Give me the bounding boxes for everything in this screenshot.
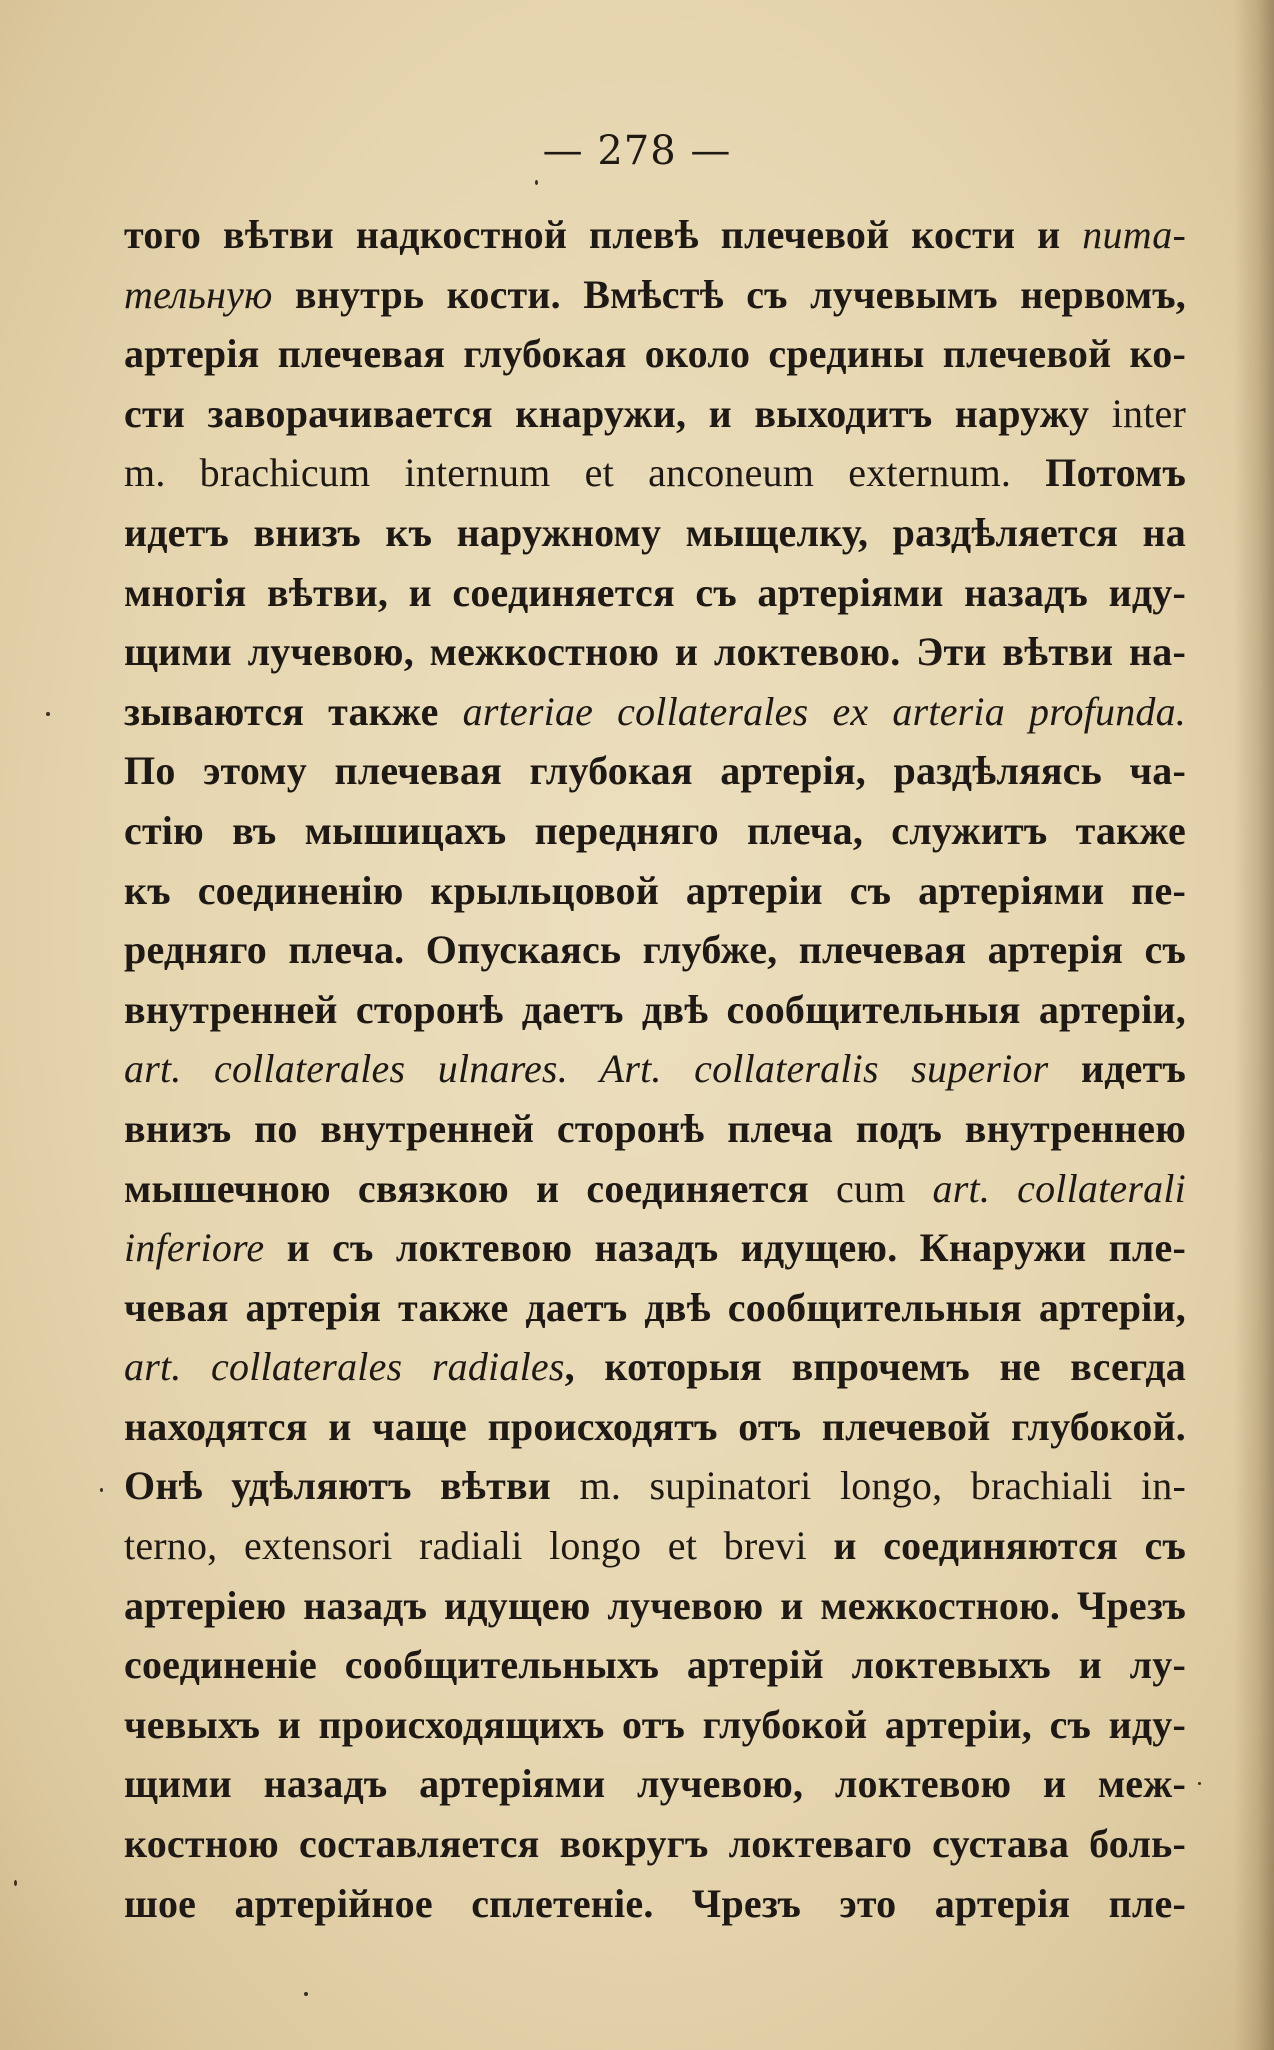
latin-term: inter xyxy=(1111,390,1186,436)
text-line xyxy=(124,1337,1186,1397)
text-line xyxy=(124,1218,1186,1278)
italic-latin-term: art. collaterales radiales xyxy=(124,1344,565,1390)
text-segment: Потомъ xyxy=(1011,450,1186,496)
text-line xyxy=(124,563,1186,623)
text-segment: мышечною связкою и соединяется xyxy=(124,1165,836,1211)
text-line xyxy=(124,1874,1186,1934)
italic-latin-term: пита- xyxy=(1082,212,1186,257)
text-segment: чевыхъ и происходящихъ отъ глубокой артеріи, съ иду- xyxy=(124,1701,1186,1747)
text-segment: По этому плечевая глубокая артерія, раздѣляясь ча- xyxy=(124,748,1186,794)
scan-speck xyxy=(304,1992,308,1996)
text-segment: стію въ мышицахъ передняго плеча, служитъ также xyxy=(124,807,1186,853)
page-number: — 278 — xyxy=(542,128,732,174)
text-segment: артерія плечевая глубокая около средины плечевой ко- xyxy=(124,331,1186,377)
text-segment: костною составляется вокругъ локтеваго сустава боль- xyxy=(124,1821,1186,1867)
text-segment: зываются также xyxy=(124,688,463,734)
text-line xyxy=(124,1754,1186,1814)
italic-latin-term: art. collaterali xyxy=(932,1165,1186,1211)
text-line xyxy=(124,920,1186,980)
text-line xyxy=(124,1397,1186,1457)
text-line xyxy=(124,682,1186,742)
text-segment: шое артерійное сплетеніе. Чрезъ это артерія пле- xyxy=(124,1880,1186,1926)
text-segment: щими лучевою, межкостною и локтевою. Эти вѣтви на- xyxy=(124,629,1186,675)
text-segment: , которыя впрочемъ не всегда xyxy=(564,1344,1186,1390)
text-line xyxy=(124,1278,1186,1338)
text-segment: внутренней сторонѣ даетъ двѣ сообщительныя артеріи, xyxy=(124,986,1186,1032)
text-segment: артеріею назадъ идущею лучевою и межкостною. Чрезъ xyxy=(124,1582,1186,1628)
text-line xyxy=(124,265,1186,325)
text-line xyxy=(124,980,1186,1040)
text-segment: щими назадъ артеріями лучевою, локтевою и меж- xyxy=(124,1761,1186,1807)
text-segment: идетъ xyxy=(1048,1046,1186,1092)
text-line xyxy=(124,384,1186,444)
text-line xyxy=(124,1159,1186,1219)
text-segment: редняго плеча. Опускаясь глубже, плечевая артерія съ xyxy=(124,927,1186,973)
scan-speck xyxy=(1198,1782,1201,1785)
text-line xyxy=(124,741,1186,801)
text-line xyxy=(124,1516,1186,1576)
italic-latin-term: arteriae collaterales ex arteria profunda. xyxy=(462,688,1187,734)
text-segment: внутрь кости. Вмѣстѣ съ лучевымъ нервомъ, xyxy=(272,271,1186,317)
text-line xyxy=(124,324,1186,384)
text-segment: внизъ по внутренней сторонѣ плеча подъ внутреннею xyxy=(124,1105,1186,1151)
text-line xyxy=(124,1456,1186,1516)
text-segment: чевая артерія также даетъ двѣ сообщительныя артеріи, xyxy=(124,1284,1186,1330)
text-segment: сти заворачивается кнаружи, и выходитъ наружу xyxy=(124,390,1112,436)
scan-speck xyxy=(535,180,538,185)
text-segment: и съ локтевою назадъ идущею. Кнаружи пле- xyxy=(264,1225,1186,1271)
body-text xyxy=(124,205,1186,1933)
text-segment: многія вѣтви, и соединяется съ артеріями назадъ иду- xyxy=(124,569,1186,615)
scan-speck xyxy=(100,1488,103,1492)
text-line xyxy=(124,1039,1186,1099)
text-segment: Онѣ удѣляютъ вѣтви xyxy=(124,1463,580,1509)
text-segment xyxy=(905,1166,932,1211)
text-segment: и соединяются съ xyxy=(806,1523,1186,1569)
text-line xyxy=(124,1814,1186,1874)
latin-term: terno, extensori radiali longo et brevi xyxy=(124,1523,807,1569)
scan-speck xyxy=(46,712,50,716)
text-line xyxy=(124,443,1186,503)
italic-latin-term: inferiore xyxy=(124,1225,265,1271)
scan-speck xyxy=(14,1880,17,1886)
text-segment: къ соединенію крыльцовой артеріи съ артеріями пе- xyxy=(124,867,1186,913)
text-line xyxy=(124,801,1186,861)
text-segment: соединеніе сообщительныхъ артерій локтевыхъ и лу- xyxy=(124,1642,1186,1688)
text-line xyxy=(124,1576,1186,1636)
italic-latin-term: art. collaterales ulnares. Art. collateralis superior xyxy=(124,1046,1049,1092)
text-line xyxy=(124,1695,1186,1755)
latin-term: m. brachicum internum et anconeum externum. xyxy=(124,450,1012,496)
text-line xyxy=(124,622,1186,682)
text-line xyxy=(124,205,1186,265)
latin-term: m. supinatori longo, brachiali in- xyxy=(579,1463,1186,1509)
text-line xyxy=(124,1635,1186,1695)
text-segment: того вѣтви надкостной плевѣ плечевой кости и xyxy=(124,212,1083,257)
page-edge-shadow xyxy=(1234,0,1274,2050)
text-line xyxy=(124,503,1186,563)
text-line xyxy=(124,1099,1186,1159)
latin-term: cum xyxy=(835,1165,906,1211)
text-segment: находятся и чаще происходятъ отъ плечевой глубокой. xyxy=(124,1403,1186,1449)
text-line xyxy=(124,861,1186,921)
text-segment: идетъ внизъ къ наружному мыщелку, раздѣляется на xyxy=(124,509,1186,555)
italic-latin-term: тельную xyxy=(124,271,273,317)
